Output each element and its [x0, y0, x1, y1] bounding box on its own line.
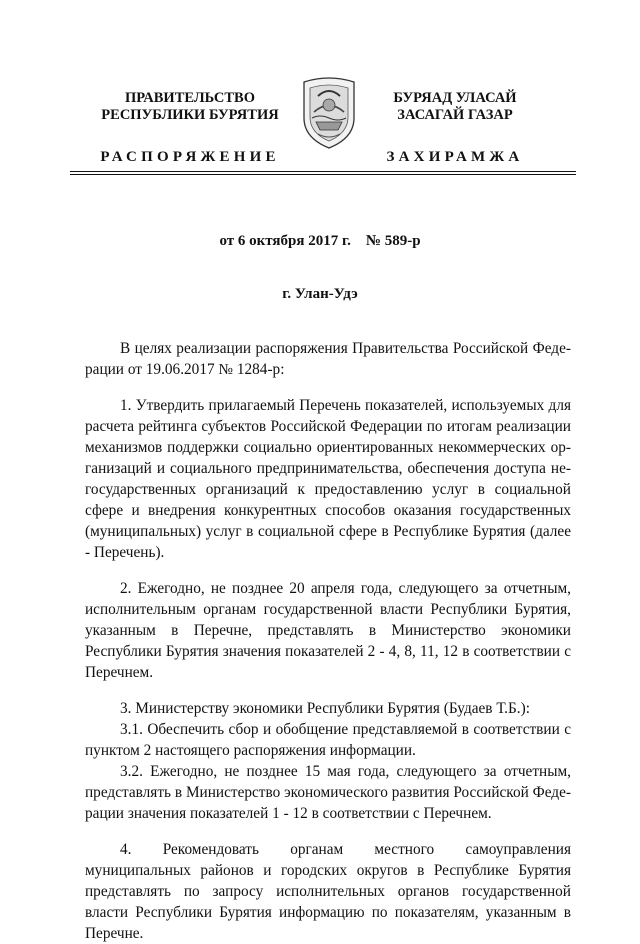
paragraph-item-4: 4. Рекомендовать органам местного самоуправления муниципальных районов и городских округов в Республике Бурятия представлять по запросу исполнительных органов государственной власти Республики Бурятия информацию по показателям, указанным в Перечне. [85, 841, 571, 942]
document-type-ru: РАСПОРЯЖЕНИЕ [100, 149, 280, 165]
header-right [335, 90, 575, 166]
paragraph-item-2: 2. Ежегодно, не позднее 20 апреля года, следующего за отчетным, исполнительным органам государственной власти Республики Бурятия, указанным в Перечне, представлять в Министерство экономики Республики Бурятия значения показателей 2 - 4, 8, 11, 12 в соответствии с Перечнем. [85, 580, 571, 681]
document-type-bur: ЗАХИРАМЖА [386, 149, 524, 165]
authority-name-ru-line1: ПРАВИТЕЛЬСТВО [125, 90, 255, 106]
paragraph-item-3-2: 3.2. Ежегодно, не позднее 15 мая года, следующего за отчетным, представлять в Министерство экономического развития Российской Федерации значения показателей 1 - 12 в соответствии с Перечнем. [85, 763, 571, 822]
authority-name-bur-line2: ЗАСАГАЙ ГАЗАР [397, 107, 513, 123]
document-date-number: от 6 октября 2017 г. № 589-р [219, 233, 421, 249]
paragraph-item-3-1: 3.1. Обеспечить сбор и обобщение представляемой в соответствии с пунктом 2 настоящего распоряжения информации. [85, 721, 571, 759]
paragraph-item-3: 3. Министерству экономики Республики Бурятия (Будаев Т.Б.): [120, 700, 530, 717]
header-left [70, 90, 310, 166]
document-city: г. Улан-Удэ [282, 286, 358, 302]
document-body [85, 338, 571, 944]
authority-name-bur-line1: БУРЯАД УЛАСАЙ [393, 90, 517, 106]
header-divider-bottom [70, 174, 576, 175]
authority-name-ru-line2: РЕСПУБЛИКИ БУРЯТИЯ [101, 107, 279, 123]
paragraph-item-1: 1. Утвердить прилагаемый Перечень показателей, используемых для расчета рейтинга субъектов Российской Федерации по итогам реализации механизмов поддержки социально ориентированных некоммерческих организаций и социального предпринимательства, обеспечения доступа негосударственных организаций к предоставлению услуг в социальной сфере и внедрения конкурентных способов оказания государственных (муниципальных) услуг в социальной сфере в Республике Бурятия (далее - Перечень). [85, 397, 571, 561]
header-divider-top [70, 171, 576, 172]
paragraph-preamble: В целях реализации распоряжения Правительства Российской Федерации от 19.06.2017 № 1284-р: [85, 340, 571, 378]
